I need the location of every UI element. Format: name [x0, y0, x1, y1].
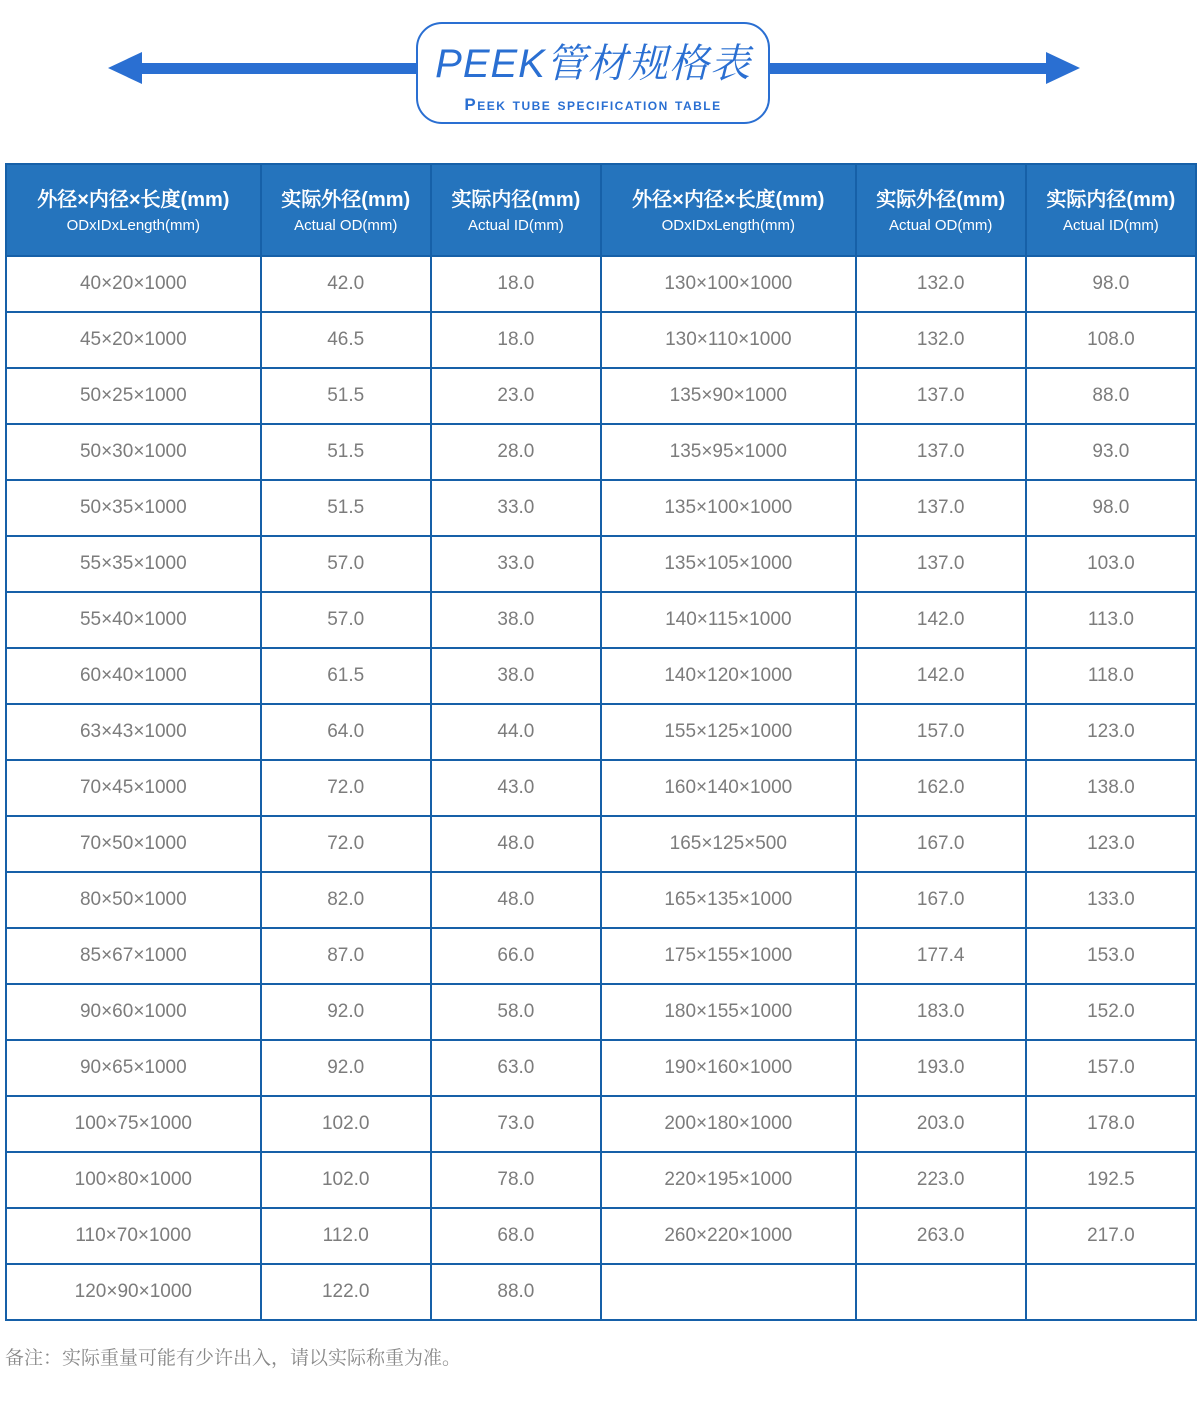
cell-actual-id: 73.0: [431, 1096, 601, 1152]
cell-actual-id: [1026, 1264, 1196, 1320]
table-row: [6, 536, 1196, 592]
cell-actual-od: 92.0: [261, 1040, 431, 1096]
cell-actual-id: 88.0: [1026, 368, 1196, 424]
cell-actual-id: 98.0: [1026, 480, 1196, 536]
cell-actual-id: 88.0: [431, 1264, 601, 1320]
arrow-left-line: [138, 63, 418, 74]
col-header-odid-length-1: 外径×内径×长度(mm) ODxIDxLength(mm): [6, 164, 261, 256]
cell-actual-id: 123.0: [1026, 704, 1196, 760]
cell-size-spec: 50×25×1000: [6, 368, 261, 424]
table-row: [6, 984, 1196, 1040]
cell-size-spec: 40×20×1000: [6, 256, 261, 312]
cell-actual-id: 33.0: [431, 480, 601, 536]
cell-size-spec: 200×180×1000: [601, 1096, 856, 1152]
cell-size-spec: 70×50×1000: [6, 816, 261, 872]
cell-actual-id: 66.0: [431, 928, 601, 984]
cell-size-spec: 85×67×1000: [6, 928, 261, 984]
cell-actual-id: 217.0: [1026, 1208, 1196, 1264]
arrow-right-icon: [1046, 52, 1080, 84]
cell-actual-id: 38.0: [431, 648, 601, 704]
cell-size-spec: 135×105×1000: [601, 536, 856, 592]
cell-actual-id: 192.5: [1026, 1152, 1196, 1208]
cell-size-spec: 110×70×1000: [6, 1208, 261, 1264]
table-row: [6, 816, 1196, 872]
arrow-left-icon: [108, 52, 142, 84]
table-row: [6, 704, 1196, 760]
cell-size-spec: 190×160×1000: [601, 1040, 856, 1096]
cell-actual-id: 153.0: [1026, 928, 1196, 984]
cell-actual-id: 48.0: [431, 872, 601, 928]
cell-actual-id: 58.0: [431, 984, 601, 1040]
cell-size-spec: 220×195×1000: [601, 1152, 856, 1208]
cell-actual-id: 63.0: [431, 1040, 601, 1096]
cell-size-spec: 63×43×1000: [6, 704, 261, 760]
cell-size-spec: 90×65×1000: [6, 1040, 261, 1096]
table-header-row: [6, 164, 1196, 256]
arrow-right-line: [768, 63, 1048, 74]
spec-table: [5, 163, 1197, 1321]
table-row: [6, 312, 1196, 368]
table-row: [6, 1208, 1196, 1264]
table-row: [6, 256, 1196, 312]
cell-actual-od: 132.0: [856, 312, 1026, 368]
cell-actual-od: 183.0: [856, 984, 1026, 1040]
cell-actual-od: 142.0: [856, 648, 1026, 704]
cell-actual-od: 132.0: [856, 256, 1026, 312]
cell-actual-id: 48.0: [431, 816, 601, 872]
cell-actual-id: 93.0: [1026, 424, 1196, 480]
table-row: [6, 1264, 1196, 1320]
cell-actual-od: 193.0: [856, 1040, 1026, 1096]
cell-actual-od: 263.0: [856, 1208, 1026, 1264]
cell-size-spec: 70×45×1000: [6, 760, 261, 816]
cell-size-spec: [601, 1264, 856, 1320]
cell-actual-od: 157.0: [856, 704, 1026, 760]
cell-actual-od: 167.0: [856, 872, 1026, 928]
cell-actual-id: 68.0: [431, 1208, 601, 1264]
cell-actual-od: 51.5: [261, 424, 431, 480]
cell-size-spec: 100×75×1000: [6, 1096, 261, 1152]
cell-actual-od: 177.4: [856, 928, 1026, 984]
cell-size-spec: 165×135×1000: [601, 872, 856, 928]
cell-actual-id: 138.0: [1026, 760, 1196, 816]
cell-actual-od: 72.0: [261, 760, 431, 816]
cell-size-spec: 135×90×1000: [601, 368, 856, 424]
cell-actual-id: 23.0: [431, 368, 601, 424]
cell-actual-od: 51.5: [261, 368, 431, 424]
table-row: [6, 1152, 1196, 1208]
table-row: [6, 592, 1196, 648]
cell-size-spec: 140×115×1000: [601, 592, 856, 648]
cell-actual-od: 162.0: [856, 760, 1026, 816]
cell-size-spec: 90×60×1000: [6, 984, 261, 1040]
cell-size-spec: 130×110×1000: [601, 312, 856, 368]
cell-actual-id: 43.0: [431, 760, 601, 816]
col-header-actual-od-1: 实际外径(mm) Actual OD(mm): [261, 164, 431, 256]
banner: [0, 0, 1202, 163]
col-header-actual-od-2: 实际外径(mm) Actual OD(mm): [856, 164, 1026, 256]
cell-actual-id: 78.0: [431, 1152, 601, 1208]
cell-actual-od: 57.0: [261, 536, 431, 592]
cell-size-spec: 50×35×1000: [6, 480, 261, 536]
cell-actual-od: 102.0: [261, 1152, 431, 1208]
cell-actual-od: 92.0: [261, 984, 431, 1040]
col-header-actual-id-1: 实际内径(mm) Actual ID(mm): [431, 164, 601, 256]
cell-actual-id: 33.0: [431, 536, 601, 592]
cell-actual-od: 137.0: [856, 368, 1026, 424]
cell-actual-od: 167.0: [856, 816, 1026, 872]
cell-actual-od: 61.5: [261, 648, 431, 704]
cell-size-spec: 140×120×1000: [601, 648, 856, 704]
col-header-odid-length-2: 外径×内径×长度(mm) ODxIDxLength(mm): [601, 164, 856, 256]
cell-actual-od: 57.0: [261, 592, 431, 648]
cell-actual-id: 38.0: [431, 592, 601, 648]
cell-actual-id: 123.0: [1026, 816, 1196, 872]
cell-size-spec: 260×220×1000: [601, 1208, 856, 1264]
cell-actual-id: 133.0: [1026, 872, 1196, 928]
cell-size-spec: 155×125×1000: [601, 704, 856, 760]
cell-actual-id: 108.0: [1026, 312, 1196, 368]
cell-actual-od: 112.0: [261, 1208, 431, 1264]
cell-actual-id: 103.0: [1026, 536, 1196, 592]
cell-actual-od: 82.0: [261, 872, 431, 928]
cell-size-spec: 100×80×1000: [6, 1152, 261, 1208]
cell-actual-id: 118.0: [1026, 648, 1196, 704]
cell-actual-od: [856, 1264, 1026, 1320]
cell-actual-id: 157.0: [1026, 1040, 1196, 1096]
cell-actual-id: 18.0: [431, 256, 601, 312]
cell-actual-od: 137.0: [856, 480, 1026, 536]
cell-size-spec: 60×40×1000: [6, 648, 261, 704]
col-header-actual-id-2: 实际内径(mm) Actual ID(mm): [1026, 164, 1196, 256]
cell-size-spec: 80×50×1000: [6, 872, 261, 928]
cell-size-spec: 55×35×1000: [6, 536, 261, 592]
cell-actual-id: 113.0: [1026, 592, 1196, 648]
cell-actual-od: 102.0: [261, 1096, 431, 1152]
cell-actual-od: 64.0: [261, 704, 431, 760]
cell-actual-od: 203.0: [856, 1096, 1026, 1152]
cell-size-spec: 135×100×1000: [601, 480, 856, 536]
cell-actual-id: 28.0: [431, 424, 601, 480]
cell-size-spec: 50×30×1000: [6, 424, 261, 480]
table-row: [6, 368, 1196, 424]
cell-actual-od: 72.0: [261, 816, 431, 872]
cell-size-spec: 165×125×500: [601, 816, 856, 872]
cell-size-spec: 135×95×1000: [601, 424, 856, 480]
page-title: PEEK管材规格表: [435, 41, 751, 86]
cell-size-spec: 180×155×1000: [601, 984, 856, 1040]
cell-actual-od: 46.5: [261, 312, 431, 368]
table-row: [6, 760, 1196, 816]
cell-actual-id: 152.0: [1026, 984, 1196, 1040]
cell-actual-od: 142.0: [856, 592, 1026, 648]
cell-size-spec: 55×40×1000: [6, 592, 261, 648]
cell-actual-id: 178.0: [1026, 1096, 1196, 1152]
cell-actual-od: 122.0: [261, 1264, 431, 1320]
cell-size-spec: 160×140×1000: [601, 760, 856, 816]
title-box: [416, 22, 770, 124]
cell-size-spec: 45×20×1000: [6, 312, 261, 368]
cell-actual-od: 51.5: [261, 480, 431, 536]
cell-actual-id: 98.0: [1026, 256, 1196, 312]
table-row: [6, 872, 1196, 928]
table-row: [6, 480, 1196, 536]
page-subtitle: Peek tube specification table: [464, 94, 722, 114]
cell-actual-od: 137.0: [856, 536, 1026, 592]
cell-actual-od: 87.0: [261, 928, 431, 984]
table-row: [6, 648, 1196, 704]
cell-actual-id: 44.0: [431, 704, 601, 760]
cell-size-spec: 130×100×1000: [601, 256, 856, 312]
cell-size-spec: 120×90×1000: [6, 1264, 261, 1320]
table-row: [6, 424, 1196, 480]
cell-actual-od: 223.0: [856, 1152, 1026, 1208]
table-row: [6, 1040, 1196, 1096]
footnote: 备注：实际重量可能有少许出入，请以实际称重为准。: [5, 1348, 462, 1369]
cell-actual-od: 42.0: [261, 256, 431, 312]
table-row: [6, 928, 1196, 984]
table-row: [6, 1096, 1196, 1152]
cell-actual-od: 137.0: [856, 424, 1026, 480]
table-body: [6, 256, 1196, 1320]
cell-actual-id: 18.0: [431, 312, 601, 368]
cell-size-spec: 175×155×1000: [601, 928, 856, 984]
